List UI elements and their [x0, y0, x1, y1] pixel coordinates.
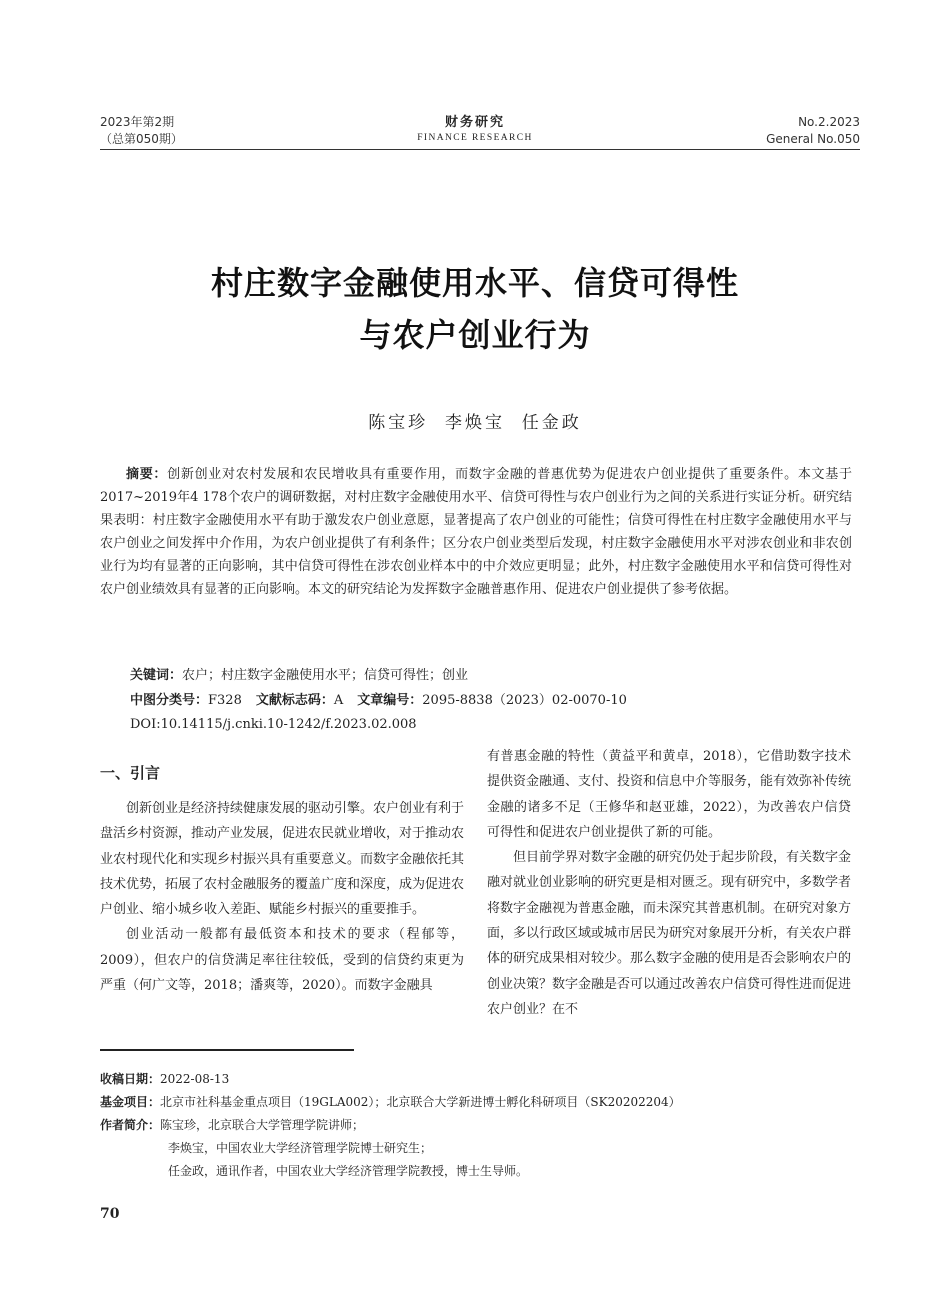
journal-name — [350, 114, 600, 145]
clc-label: 中图分类号： — [130, 693, 209, 708]
abstract — [100, 463, 852, 601]
footnote-rule — [100, 1049, 354, 1051]
header-rule — [100, 149, 860, 150]
abstract-text: 创新创业对农村发展和农民增收具有重要作用，而数字金融的普惠优势为促进农户创业提供了重要条件。本文基于2017~2019年4 178个农户的调研数据，对村庄数字金融使用水平、信贷可得性与农户创业行为之间的关系进行实证分析。研究结果表明：村庄数字金融使用水平有助于激发农户创业意愿，显著提高了农户创业的可能性；信贷可得性在村庄数字金融使用水平与农户创业之间发挥中介作用，为农户创业提供了有利条件；区分农户创业类型后发现，村庄数字金融使用水平对涉农创业和非农创业行为均有显著的正向影响，其中信贷可得性在涉农创业样本中的中介效应更明显；此外，村庄数字金融使用水平和信贷可得性对农户创业绩效具有显著的正向影响。本文的研究结论为发挥数字金融普惠作用、促进农户创业提供了参考依据。 — [100, 467, 852, 597]
issue-total-en: General No.050 — [766, 132, 860, 146]
doc-code-value: A — [333, 693, 344, 708]
doi: DOI:10.14115/j.cnki.10-1242/f.2023.02.008 — [130, 717, 417, 732]
title-line-1: 村庄数字金融使用水平、信贷可得性 — [210, 264, 739, 302]
paragraph: 创新创业是经济持续健康发展的驱动引擎。农户创业有利于盘活乡村资源，推动产业发展，促进农民就业增收，对于推动农业农村现代化和实现乡村振兴具有重要意义。而数字金融依托其技术优势，拓展了农村金融服务的覆盖广度和深度，成为促进农户创业、缩小城乡收入差距、赋能乡村振兴的重要推手。 — [100, 801, 465, 918]
received-value: 2022-08-13 — [160, 1072, 230, 1086]
issue-total-cn: （总第050期） — [100, 132, 183, 146]
section-heading: 一、引言 — [100, 764, 161, 782]
issue-number-cn: 2023年第2期 — [100, 115, 175, 129]
journal-name-cn: 财务研究 — [444, 115, 505, 130]
issue-info-cn — [100, 114, 183, 148]
keywords-label: 关键词： — [130, 668, 183, 683]
journal-name-en: FINANCE RESEARCH — [417, 133, 533, 143]
title-line-2: 与农户创业行为 — [359, 316, 591, 354]
author-bio-label: 作者简介： — [100, 1118, 161, 1132]
paragraph: 创业活动一般都有最低资本和技术的要求（程郁等，2009），但农户的信贷满足率往往较低，受到的信贷约束更为严重（何广文等，2018；潘爽等，2020）。而数字金融具 — [100, 927, 464, 994]
clc-value: F328 — [208, 693, 242, 708]
issue-number-en: No.2.2023 — [798, 115, 860, 129]
footnotes — [100, 1068, 852, 1183]
author-list: 陈宝珍 李焕宝 任金政 — [368, 413, 582, 433]
paper-title — [100, 257, 850, 361]
received-label: 收稿日期： — [100, 1072, 161, 1086]
body-right-column — [487, 744, 851, 1022]
article-number-label: 文章编号： — [357, 693, 423, 708]
received-date — [100, 1068, 852, 1091]
paragraph: 但目前学界对数字金融的研究仍处于起步阶段，有关数字金融对就业创业影响的研究更是相对匮乏。现有研究中，多数学者将数字金融视为普惠金融，而未深究其普惠机制。在研究对象方面，多以行政区域或城市居民为研究对象展开分析，有关农户群体的研究成果相对较少。那么数字金融的使用是否会影响农户的创业决策？数字金融是否可以通过改善农户信贷可得性进而促进农户创业？在不 — [487, 850, 852, 1017]
author-bio — [100, 1114, 852, 1137]
keywords-text: 农户；村庄数字金融使用水平；信贷可得性；创业 — [182, 668, 469, 683]
fund-label: 基金项目： — [100, 1095, 161, 1109]
fund-value: 北京市社科基金重点项目（19GLA002）；北京联合大学新进博士孵化科研项目（SK20202204） — [160, 1095, 681, 1109]
page-number: 70 — [100, 1206, 120, 1222]
classification-line — [130, 690, 852, 712]
article-number-value: 2095-8838（2023）02-0070-10 — [422, 693, 627, 708]
paragraph: 有普惠金融的特性（黄益平和黄卓，2018），它借助数字技术提供资金融通、支付、投资和信息中介等服务，能有效弥补传统金融的诸多不足（王修华和赵亚雄，2022），为改善农户信贷可得性和促进农户创业提供了新的可能。 — [487, 749, 852, 840]
issue-info-en — [766, 114, 860, 148]
author-bio-2: 李焕宝，中国农业大学经济管理学院博士研究生； — [168, 1141, 433, 1155]
author-bio-3: 任金政，通讯作者，中国农业大学经济管理学院教授，博士生导师。 — [168, 1164, 529, 1178]
keywords — [130, 665, 852, 687]
fund-info — [100, 1091, 852, 1114]
body-left-column — [100, 762, 464, 998]
author-bio-1: 陈宝珍，北京联合大学管理学院讲师； — [160, 1118, 365, 1132]
abstract-label: 摘要： — [126, 467, 168, 482]
doc-code-label: 文献标志码： — [255, 693, 334, 708]
